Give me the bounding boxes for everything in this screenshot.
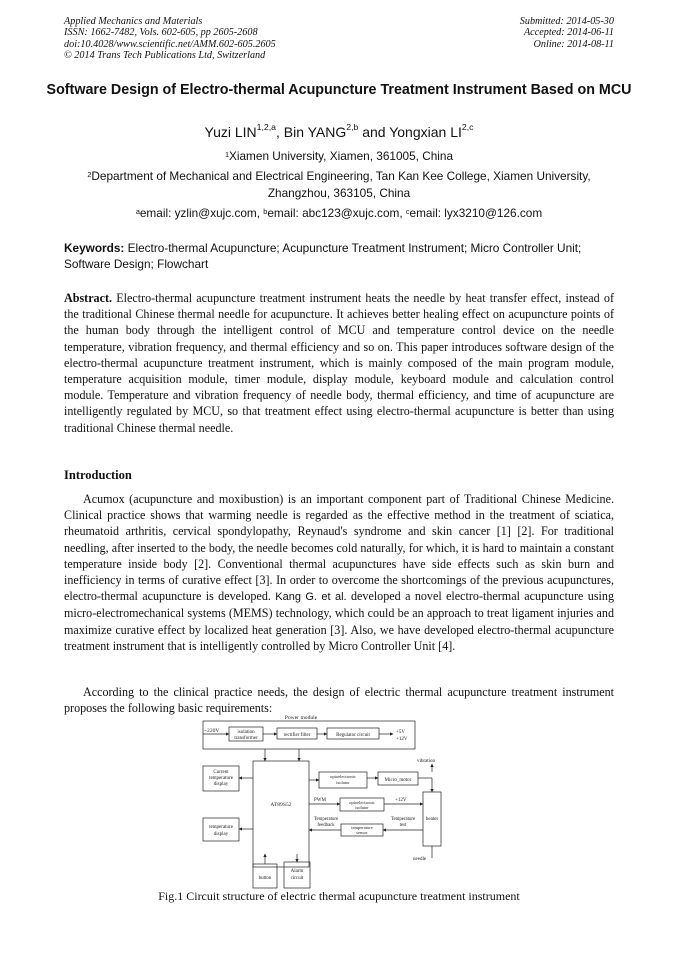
dates-info — [520, 16, 614, 50]
copyright: © 2014 Trans Tech Publications Ltd, Switzerland — [64, 50, 266, 62]
svg-text:rectifier filter: rectifier filter — [283, 733, 311, 738]
power-module-label: Power module — [284, 715, 318, 721]
svg-text:+5V: +5V — [396, 730, 405, 735]
author-2: Bin YANG — [283, 124, 347, 140]
svg-text:Alarm: Alarm — [290, 869, 304, 874]
svg-text:temperature: temperature — [351, 825, 373, 830]
online-date: Online: 2014-08-11 — [533, 38, 614, 50]
mcu-box — [253, 761, 309, 867]
affiliation-1: $^1$Xiamen University, Xiamen, 361005, China — [224, 149, 454, 163]
svg-text:isolator: isolator — [336, 780, 350, 785]
doi: doi:10.4028/www.scientific.net/AMM.602-605.2605 — [64, 38, 276, 50]
svg-text:~220V: ~220V — [204, 728, 220, 734]
abstract: Abstract. Electro-thermal acupuncture treatment instrument heats the needle by heat transfer effect, instead of the traditional Chinese thermal needle for acupuncture. It achieves better healing effect on acupuncture points of the human body through the intelligent control of MCU and temperature control device on the needle temperature, vibration frequency, and thermal efficiency and so on. This paper introduces software design of the electro-thermal acupuncture treatment instrument, which is mainly composed of the main program module, temperature acquisition module, timer module, display module, keyboard module and calculation control module. Temperature and vibration frequency of needle body, thermal efficiency, and time of acupuncture are intelligently regulated by MCU, so that treatment effect using electro-thermal acupuncture is better than using traditional Chinese thermal needle. — [64, 291, 614, 435]
mcu-label: AT89S52 — [270, 802, 292, 808]
svg-text:needle: needle — [413, 857, 427, 862]
submitted-date: Submitted: 2014-05-30 — [519, 16, 614, 27]
svg-text:vibration: vibration — [417, 759, 436, 764]
affiliation-2: $^2$Department of Mechanical and Electrical Engineering, Tan Kan Kee College, Xiamen University, Zhangzhou, 363105, China — [87, 169, 591, 200]
author-3: Yongxian LI — [389, 124, 462, 140]
emails: $^a$email: yzlin@xujc.com, $^b$email: abc123@xujc.com, $^c$email: lyx3210@126.com — [135, 206, 543, 220]
figure-caption: Fig.1 Circuit structure of electric thermal acupuncture treatment instrument — [158, 889, 520, 903]
svg-text:temperature: temperature — [209, 825, 233, 830]
svg-text:+12V: +12V — [396, 737, 408, 742]
svg-text:temperature: temperature — [209, 776, 233, 781]
intro-paragraph-2: According to the clinical practice needs, the design of electric thermal acupuncture treatment instrument proposes the following basic requirements: — [64, 685, 614, 716]
svg-text:Regulator circuit: Regulator circuit — [336, 733, 370, 738]
svg-text:isolator: isolator — [355, 805, 369, 810]
svg-text:heater: heater — [425, 817, 439, 822]
section-heading-introduction: Introduction — [64, 468, 132, 482]
circuit-diagram — [195, 712, 445, 889]
svg-text:Temperature: Temperature — [313, 817, 339, 822]
author-list: Yuzi LIN$^{1,2,a}$, Bin YANG$^{2,b}$ and Yongxian LI$^{2,c}$ — [204, 122, 474, 140]
svg-text:PWM: PWM — [314, 798, 326, 803]
intro-paragraph-1: Acumox (acupuncture and moxibustion) is an important component part of Traditional Chinese Medicine. Clinical practice shows that warming needle is regarded as the effective method in the treatment of sciatica, rheumatoid arthritis, cervical spondylopathy, Reynaud's syndrome and skin cancer [1] [2]. For traditional needling, after inserted to the body, the needle becomes cold naturally, for which, it is hard to maintain a constant temperature inside body [2]. Conventional thermal acupunctures have side effects such as skin burn and inefficiency in terms of curative effect [3]. In order to overcome the shortcomings of the previous acupunctures, electro-thermal acupuncture is developed. Kang G. et al. developed a novel electro-thermal acupuncture using micro-electromechanical systems (MEMS) technology, which could be an approach to treat ligament injuries and maximize curative effect by localized heat generation [3]. Also, we have developed electro-thermal acupuncture treatment instrument that is intelligently controlled by Micro Controller Unit [4]. — [64, 492, 614, 653]
svg-text:button: button — [258, 876, 272, 881]
svg-text:isolation: isolation — [237, 730, 255, 735]
svg-text:display: display — [213, 832, 229, 837]
svg-text:+12V: +12V — [395, 798, 407, 803]
paper-title: Software Design of Electro-thermal Acupuncture Treatment Instrument Based on MCU — [46, 82, 632, 98]
svg-text:transformer: transformer — [234, 736, 258, 741]
svg-text:display: display — [213, 782, 229, 787]
accepted-date: Accepted: 2014-06-11 — [523, 27, 614, 39]
svg-text:circuit: circuit — [290, 876, 304, 881]
journal-info — [64, 16, 276, 62]
alarm-circuit-box — [284, 862, 310, 888]
svg-text:Micro_motor: Micro_motor — [384, 778, 412, 783]
svg-text:Temperature: Temperature — [390, 817, 416, 822]
author-1: Yuzi LIN — [204, 124, 257, 140]
journal-name: Applied Mechanics and Materials — [64, 16, 203, 27]
issn: ISSN: 1662-7482, Vols. 602-605, pp 2605-2608 — [64, 27, 258, 39]
svg-text:optoelectronic: optoelectronic — [330, 774, 356, 779]
svg-text:Current: Current — [213, 770, 229, 775]
keywords: Keywords: Electro-thermal Acupuncture; Acupuncture Treatment Instrument; Micro Controller Unit; Software Design; Flowchart — [64, 241, 582, 271]
svg-text:feedback: feedback — [317, 823, 335, 828]
svg-text:sensor: sensor — [356, 830, 368, 835]
svg-text:test: test — [399, 823, 407, 828]
svg-text:optoelectronic: optoelectronic — [349, 800, 375, 805]
